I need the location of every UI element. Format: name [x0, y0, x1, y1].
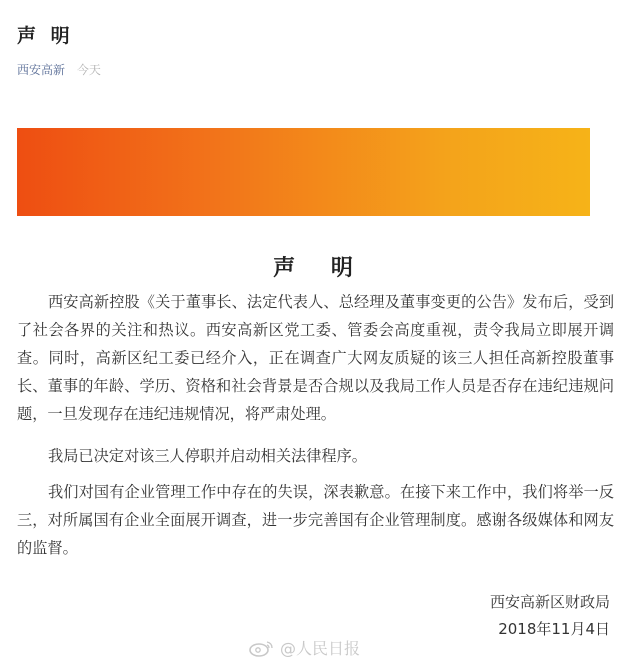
watermark [248, 636, 360, 659]
article-header-title: 声 明 [17, 25, 74, 47]
article-meta [17, 61, 101, 78]
banner-image [17, 128, 590, 216]
signature-date: 2018年11月4日 [498, 620, 610, 638]
weibo-icon [248, 639, 276, 657]
paragraph-1: 西安高新控股《关于董事长、法定代表人、总经理及董事变更的公告》发布后，受到了社会各界的关注和热议。西安高新区党工委、管委会高度重视，责令我局立即展开调查。同时，高新区纪工委已经介入，正在调查广大网友质疑的该三人担任高新控股董事长、董事的年龄、学历、资格和社会背景是否合规以及我局工作人员是否存在违纪违规问题，一旦发现存在违纪违规情况，将严肃处理。 [17, 293, 614, 423]
paragraph-2: 我局已决定对该三人停职并启动相关法律程序。 [48, 447, 367, 465]
signature-org: 西安高新区财政局 [489, 593, 610, 611]
paragraph-3: 我们对国有企业管理工作中存在的失误，深表歉意。在接下来工作中，我们将举一反三，对所属国有企业全面展开调查，进一步完善国有企业管理制度。感谢各级媒体和网友的监督。 [17, 483, 614, 557]
publish-date: 今天 [76, 63, 101, 77]
watermark-text: @人民日报 [280, 639, 361, 658]
author-link[interactable]: 西安高新 [17, 63, 66, 77]
notice-title: 声 明 [273, 256, 367, 281]
